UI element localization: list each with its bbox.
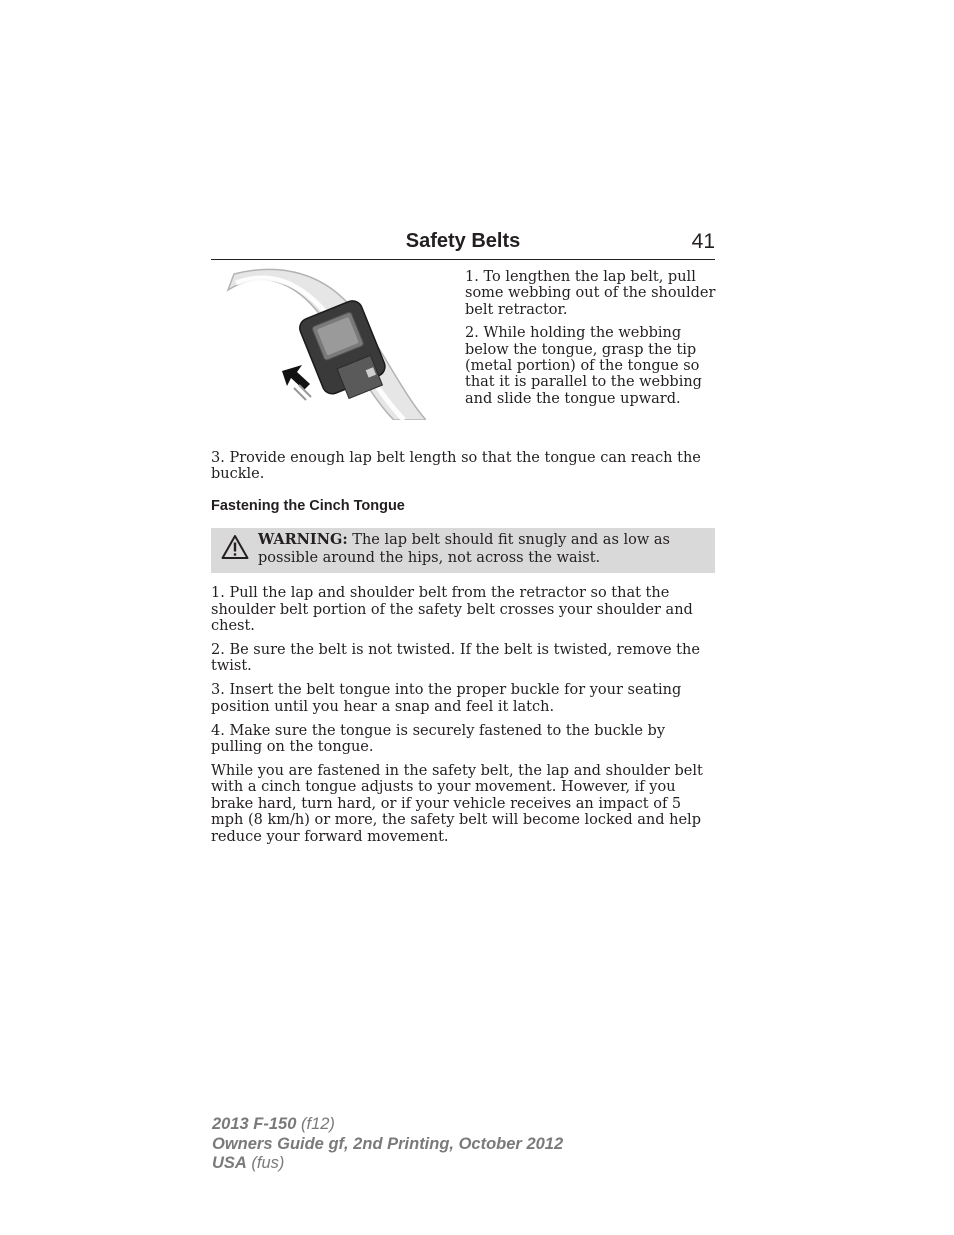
footer-region: USA <box>212 1154 247 1172</box>
side-instructions <box>465 269 717 414</box>
footer-edition: Owners Guide gf, 2nd Printing, October 2012 <box>212 1134 564 1153</box>
side-step-2: 2. While holding the webbing below the tongue, grasp the tip (metal portion) of the tongue so that it is parallel to the webbing and slide the tongue upward. <box>465 325 702 407</box>
page-header <box>211 229 715 260</box>
arrow-up-left-icon <box>282 365 311 400</box>
page-footer <box>212 1115 563 1174</box>
footer-model: 2013 F-150 <box>212 1115 297 1133</box>
warning-box <box>211 528 715 573</box>
fasten-step-2: 2. Be sure the belt is not twisted. If the belt is twisted, remove the twist. <box>211 641 700 675</box>
fasten-step-3: 3. Insert the belt tongue into the proper buckle for your seating position until you hear a snap and feel it latch. <box>211 682 682 715</box>
section-title: Safety Belts <box>405 230 521 252</box>
fasten-step-1: 1. Pull the lap and shoulder belt from the retractor so that the shoulder belt portion of the safety belt crosses your shoulder and chest. <box>211 585 693 635</box>
page-number: 41 <box>691 230 715 253</box>
warning-label: WARNING: <box>258 531 348 549</box>
footer-model-code: (f12) <box>296 1115 335 1133</box>
main-content <box>211 450 715 852</box>
warning-text <box>258 531 713 567</box>
subheading: Fastening the Cinch Tongue <box>211 497 405 514</box>
closing-paragraph: While you are fastened in the safety belt, the lap and shoulder belt with a cinch tongue adjusts to your movement. However, if you brake hard, turn hard, or if your vehicle receives an impact of 5 mph (8 km/h) or more, the safety belt will become locked and help reduce your forward movement. <box>211 762 703 845</box>
warning-triangle-icon <box>221 534 249 560</box>
warning-message: The lap belt should fit snugly and as low as possible around the hips, not across the waist. <box>258 532 670 567</box>
side-step-1: 1. To lengthen the lap belt, pull some webbing out of the shoulder belt retractor. <box>465 269 716 318</box>
cinch-tongue-illustration <box>226 268 426 420</box>
footer-region-code: (fus) <box>246 1154 285 1172</box>
fasten-step-4: 4. Make sure the tongue is securely fastened to the buckle by pulling on the tongue. <box>211 722 666 755</box>
step-3-lengthen: 3. Provide enough lap belt length so that the tongue can reach the buckle. <box>211 450 701 483</box>
